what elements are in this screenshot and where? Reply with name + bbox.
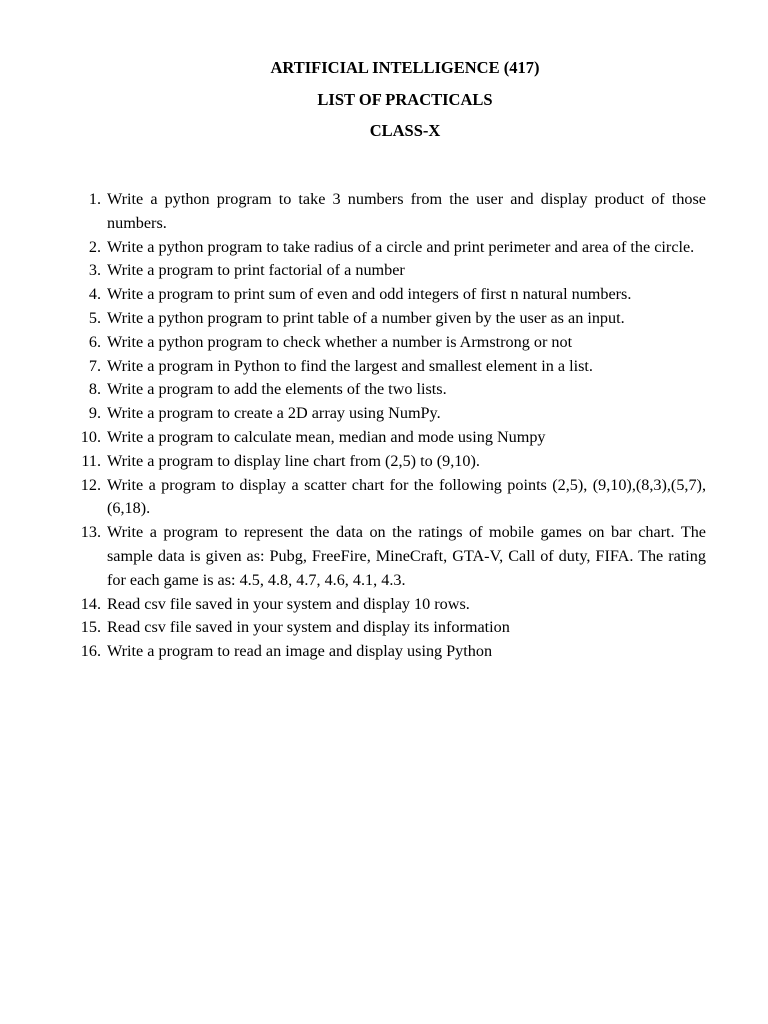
practical-item <box>66 378 706 402</box>
practical-text: Write a program to read an image and display using Python <box>107 642 493 661</box>
class-heading: CLASS-X <box>369 121 441 140</box>
practical-item <box>66 474 706 522</box>
practical-item <box>66 283 706 307</box>
practical-text: Write a program in Python to find the largest and smallest element in a list. <box>107 356 593 375</box>
practical-number: 15 . <box>66 616 102 640</box>
practical-text: Write a program to represent the data on the ratings of mobile games on bar chart. The sample data is given as: Pubg, FreeFire, MineCraft, GTA-V, Call of duty, FIFA. The rating for each game is as: 4.5, 4.8, 4.7, 4.6, 4.1, 4.3. <box>107 523 706 589</box>
practical-text: Write a program to print sum of even and odd integers of first n natural numbers. <box>107 285 632 304</box>
practical-item <box>66 521 706 592</box>
subject-heading: ARTIFICIAL INTELLIGENCE (417) <box>270 58 540 77</box>
practical-text: Write a program to add the elements of the two lists. <box>107 380 447 399</box>
practicals-list <box>66 188 706 664</box>
practical-number: 14 . <box>66 593 102 617</box>
practical-number: 6 . <box>66 331 102 355</box>
practical-number: 12 . <box>66 474 102 522</box>
practical-number: 2 . <box>66 236 102 260</box>
practical-number: 8 . <box>66 378 102 402</box>
practical-text: Write a program to create a 2D array using NumPy. <box>107 404 441 423</box>
practical-item <box>66 307 706 331</box>
practical-text: Write a program to print factorial of a number <box>107 261 405 280</box>
practical-item <box>66 259 706 283</box>
practical-number: 9 . <box>66 402 102 426</box>
practical-number: 4 . <box>66 283 102 307</box>
practical-item <box>66 355 706 379</box>
practical-text: Write a program to display line chart from (2,5) to (9,10). <box>107 451 480 470</box>
practical-item <box>66 616 706 640</box>
practical-text: Read csv file saved in your system and display 10 rows. <box>107 594 470 613</box>
practical-text: Write a program to display a scatter chart for the following points (2,5), (9,10),(8,3),(5,7),(6,18). <box>107 475 706 518</box>
list-title: LIST OF PRACTICALS <box>317 89 493 109</box>
practical-number: 13 . <box>66 521 102 592</box>
practical-item <box>66 640 706 664</box>
practical-item <box>66 402 706 426</box>
practical-number: 16 . <box>66 640 102 664</box>
practical-item <box>66 593 706 617</box>
practical-item <box>66 188 706 236</box>
practical-text: Write a program to calculate mean, median and mode using Numpy <box>107 427 546 446</box>
practical-text: Write a python program to check whether a number is Armstrong or not <box>107 332 573 351</box>
practical-item <box>66 426 706 450</box>
practical-number: 11 . <box>66 450 102 474</box>
practical-number: 7 . <box>66 355 102 379</box>
practical-number: 3 . <box>66 259 102 283</box>
practical-number: 10 . <box>66 426 102 450</box>
practical-text: Write a python program to take radius of a circle and print perimeter and area of the circle. <box>107 237 695 256</box>
practical-text: Read csv file saved in your system and display its information <box>107 618 510 637</box>
practical-text: Write a python program to take 3 numbers from the user and display product of those numbers. <box>107 190 706 232</box>
practical-number: 5 . <box>66 307 102 331</box>
practical-number: 1 . <box>66 188 102 236</box>
practical-item <box>66 450 706 474</box>
practical-item <box>66 236 706 260</box>
practical-item <box>66 331 706 355</box>
document-header <box>0 58 768 153</box>
practical-text: Write a python program to print table of a number given by the user as an input. <box>107 308 625 327</box>
